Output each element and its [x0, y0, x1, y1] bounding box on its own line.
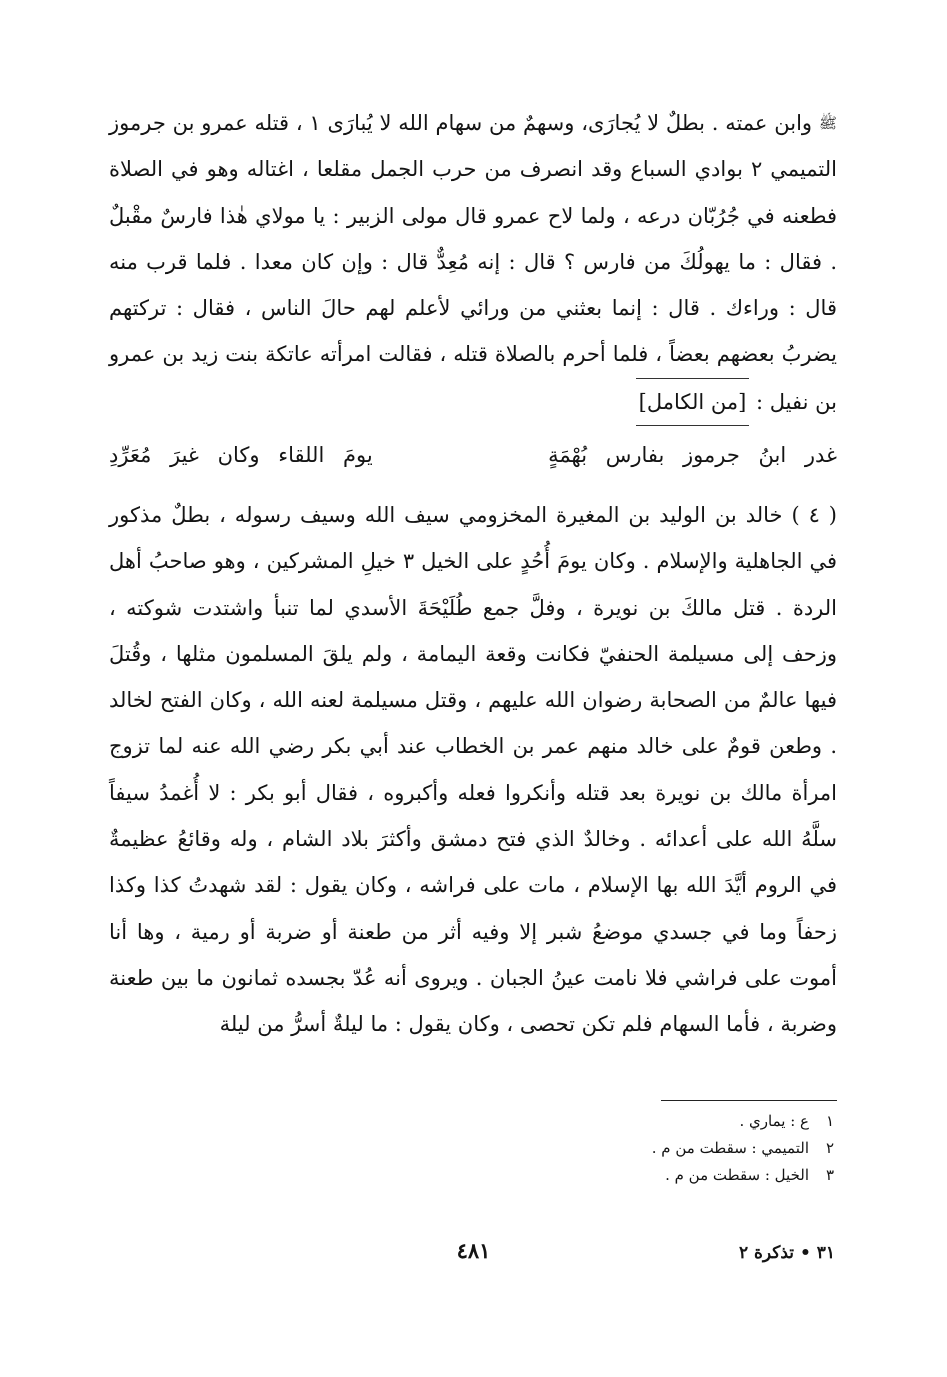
verse-first-hemistich: غدر ابنُ جرموز بفارس بُهْمَةٍ [548, 443, 837, 467]
verse-second-hemistich: يومَ اللقاء وكان غيرَ مُعَرِّدِ [109, 443, 373, 467]
footnote-text: التميمي : سقطت من م . [651, 1139, 809, 1157]
paragraph-khalid-text: ( ٤ ) خالد بن الوليد بن المغيرة المخزومي سيف الله وسيف رسوله ، بطلٌ مذكور في الجاهلية والإسلام . وكان يومَ أُحُدٍ على الخيل ٣ خيلِ المشركين ، وهو صاحبُ أهل الردة . قتل مالكَ بن نويرة ، وفلَّ جمع طُلَيْحَةَ الأسدي لما تنبأ واشتدت شوكته ، وزحف إلى مسيلمة الحنفيّ فكانت وقعة اليمامة ، ولم يلقَ المسلمون مثلها ، وقُتلَ فيها عالمٌ من الصحابة رضوان الله عليهم ، وقتل مسيلمة لعنه الله ، وكان الفتح لخالد . وطعن قومٌ على خالد منهم عمر بن الخطاب عند أبي بكر رضي الله عنه لما تزوج امرأة مالك بن نويرة بعد قتله وأنكروا فعله وأكبروه ، فقال أبو بكر : لا أُغمدُ سيفاً سلَّهُ الله على أعدائه . وخالدٌ الذي فتح دمشق وأكثرَ بلاد الشام ، وله وقائعُ عظيمةٌ في الروم أيَّدَ الله بها الإسلام ، مات على فراشه ، وكان يقول : لقد شهدتُ كذا وكذا زحفاً وما في جسدي موضعُ شبر إلا وفيه أثر من طعنة أو ضربة أو رمية ، وها أنا أموت على فراشي فلا نامت عينُ الجبان . ويروى أنه عُدّ بجسده ثمانون ما بين طعنة وضربة ، فأما السهام فلم تكن تحصى ، وكان يقول : ما ليلةٌ أسرُّ من ليلة [109, 503, 837, 1037]
paragraph-khalid-biography [109, 492, 837, 1048]
paragraph-zubayr-biography [109, 100, 837, 426]
paragraph-zubayr-text: وابن عمته . بطلٌ لا يُجارَى، وسهمٌ من سهام الله لا يُبارَى ١ ، قتله عمرو بن جرموز التميمي ٢ بوادي السباع وقد انصرف من حرب الجمل مقلعا ، اغتاله وهو في الصلاة فطعنه في جُرُبّان درعه ، ولما لاح عمرو قال مولى الزبير : يا مولاي هٰذا فارسٌ مقْبلٌ . فقال : ما يهولُكَ من فارس ؟ قال : إنه مُعِدٌّ قال : وإن كان معدا . فلما قرب منه قال : وراءك . قال : إنما بعثني من ورائي لأعلم لهم حالَ الناس ، فقال : تركتهم يضربُ بعضهم بعضاً ، فلما أحرم بالصلاة قتله ، فقالت امرأته عاتكة بنت زيد بن عمرو بن نفيل : [109, 111, 837, 414]
footnote-divider [661, 1100, 837, 1101]
footnote-text: ع : يماري . [739, 1112, 809, 1130]
footnote-item [437, 1162, 837, 1189]
footnote-text: الخيل : سقطت من م . [665, 1166, 809, 1184]
page-number: ٤٨١ [456, 1238, 491, 1263]
poetry-verse [109, 433, 837, 477]
meter-tag: [من الكامل] [636, 378, 750, 426]
footnote-item [437, 1108, 837, 1135]
footnotes [437, 1108, 837, 1189]
salla-ligature-glyph: ﷺ [818, 114, 838, 132]
footnote-number: ١ [825, 1112, 835, 1130]
footnote-number: ٢ [825, 1139, 835, 1157]
signature-mark: ٣١ • تذكرة ٢ [738, 1243, 835, 1263]
footnote-number: ٣ [825, 1166, 835, 1184]
footnote-item [437, 1135, 837, 1162]
